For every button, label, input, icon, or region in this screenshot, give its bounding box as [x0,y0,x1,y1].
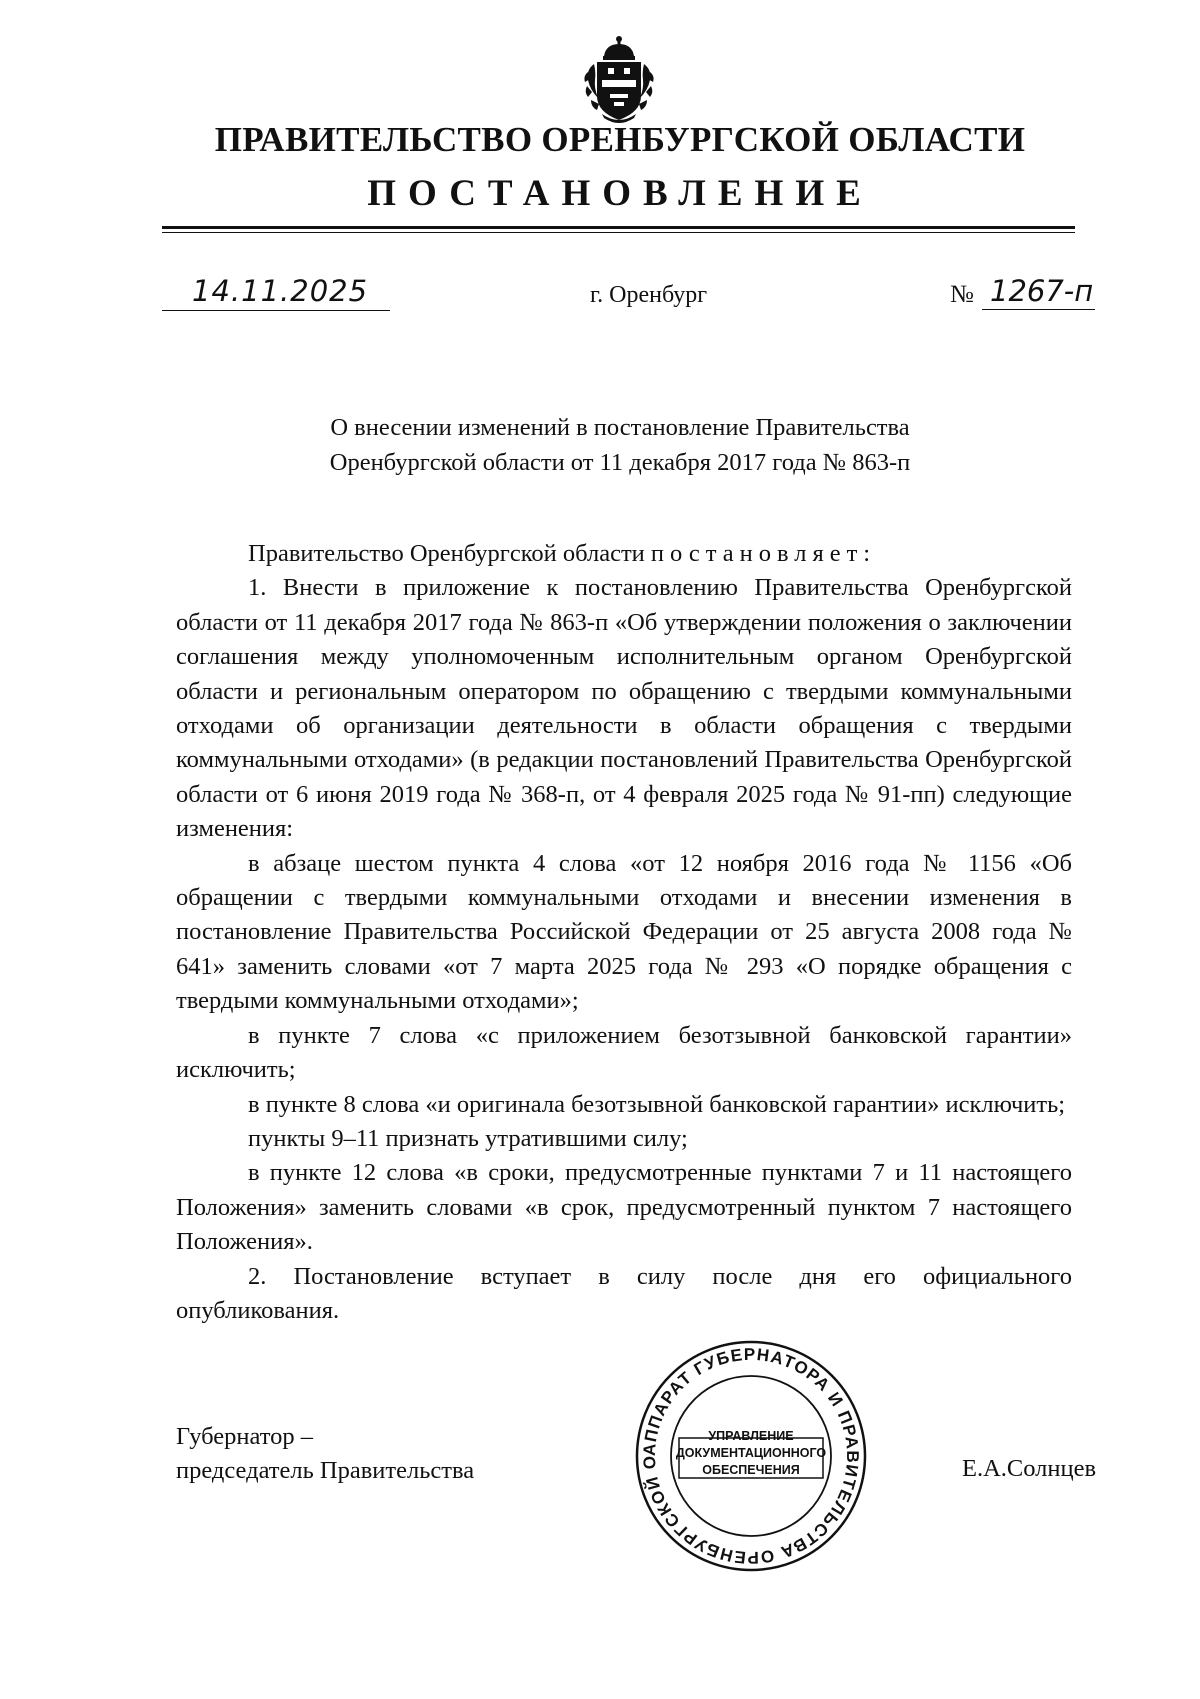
signatory-position [176,1420,474,1488]
body-paragraph-3: в пункте 7 слова «с приложением безотзывной банковской гарантии» исключить; [176,1021,1072,1084]
document-subject [150,410,1090,480]
document-body [176,537,1072,1328]
header-rule-thin [162,232,1075,233]
intro-resolves: постановляет: [650,540,877,567]
stamp-center-line-2: ДОКУМЕНТАЦИОННОГО [675,1446,827,1460]
document-number-field [950,276,1095,310]
stamp-ring-text: АППАРАТ ГУБЕРНАТОРА И ПРАВИТЕЛЬСТВА ОРЕНБУРГСКОЙ О [639,1344,863,1568]
number-sign: № [950,281,974,308]
organization-title: ПРАВИТЕЛЬСТВО ОРЕНБУРГСКОЙ ОБЛАСТИ [214,120,1026,159]
document-city: г. Оренбург [590,282,708,308]
document-date: 14.11.2025 [192,274,369,308]
subject-line-2: Оренбургской области от 11 декабря 2017 года № 863-п [329,449,911,476]
signatory-position-line-1: Губернатор – [176,1423,314,1450]
stamp-center-text [633,1428,869,1479]
stamp-center-line-3: ОБЕСПЕЧЕНИЯ [702,1463,800,1477]
coat-of-arms-icon [564,34,674,126]
body-intro [176,537,1072,571]
stamp-center-line-1: УПРАВЛЕНИЕ [708,1429,794,1443]
signatory-name: Е.А.Солнцев [962,1455,1097,1482]
official-stamp [633,1338,869,1574]
intro-prefix: Правительство Оренбургской области [248,540,651,567]
document-type-title: ПОСТАНОВЛЕНИЕ [367,173,873,214]
body-paragraph-1: 1. Внести в приложение к постановлению Правительства Оренбургской области от 11 декабря 2017 года № 863-п «Об утверждении положения о заключении соглашения между уполномоченным исполнительным органом Оренбургской области и региональным оператором по обращению с твердыми коммунальными отходами об организации деятельности в области обращения с твердыми коммунальными отходами» (в редакции постановлений Правительства Оренбургской области от 6 июня 2019 года № 368-п, от 4 февраля 2025 года № 91-пп) следующие изменения: [176,574,1072,843]
body-paragraph-5: пункты 9–11 признать утратившими силу; [248,1124,688,1152]
number-underline [982,309,1095,311]
body-paragraph-6: в пункте 12 слова «в сроки, предусмотренные пунктами 7 и 11 настоящего Положения» заменить словами «в срок, предусмотренный пунктом 7 настоящего Положения». [176,1159,1072,1256]
header-rule-thick [162,226,1075,229]
body-paragraph-2: в абзаце шестом пункта 4 слова «от 12 ноября 2016 года № 1156 «Об обращении с твердыми коммунальными отходами и внесении изменения в постановление Правительства Российской Федерации от 25 августа 2008 года № 641» заменить словами «от 7 марта 2025 года № 293 «О порядке обращения с твердыми коммунальными отходами»; [176,849,1072,1015]
body-paragraph-4: в пункте 8 слова «и оригинала безотзывной банковской гарантии» исключить; [248,1090,1066,1118]
body-paragraph-7: 2. Постановление вступает в силу после дня его официального опубликования. [176,1262,1072,1324]
document-number: 1267-п [990,274,1094,308]
subject-line-1: О внесении изменений в постановление Правительства [330,414,910,441]
signatory-position-line-2: председатель Правительства [176,1457,475,1484]
document-date-field [162,276,390,311]
